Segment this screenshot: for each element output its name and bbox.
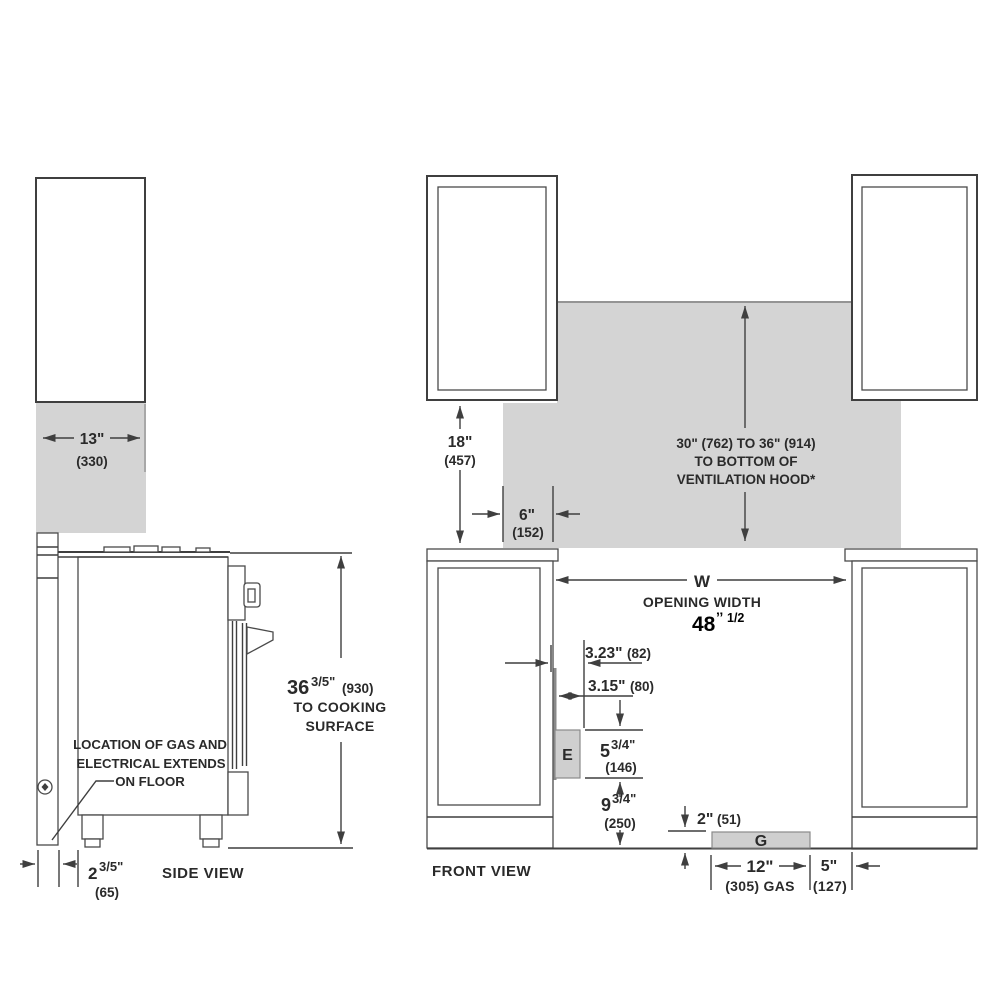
side-wall-cabinet <box>36 178 145 402</box>
opening-width-quotes: ’’ <box>716 609 724 625</box>
note-line-3: ON FLOOR <box>115 774 185 789</box>
dim-575-frac: 3/4" <box>611 737 636 752</box>
opening-width-frac: 1/2 <box>727 611 745 625</box>
side-view-label: SIDE VIEW <box>162 865 245 882</box>
upper-cabinet-right-panel <box>862 187 967 390</box>
dim-323-mm: (82) <box>627 646 652 661</box>
lower-cabinet-left <box>427 549 558 848</box>
dim-6-mm: (152) <box>512 525 544 540</box>
dim-575-value: 5 <box>600 741 611 761</box>
dim-13-value: 13" <box>79 431 105 448</box>
dim-575-mm: (146) <box>605 760 637 775</box>
dim-36-line3: SURFACE <box>305 718 375 734</box>
dim-18-mm: (457) <box>444 453 476 468</box>
upper-cabinet-left-panel <box>438 187 546 390</box>
dim-975-value: 9 <box>601 795 612 815</box>
dim-6-value: 6" <box>519 507 535 524</box>
range-side <box>58 546 273 847</box>
dim-12-value: 12" <box>746 857 774 876</box>
countertop-left <box>427 549 558 561</box>
dim-13-mm: (330) <box>76 454 108 469</box>
dim-12-mm: (305) GAS <box>725 878 795 894</box>
dim-18-value: 18" <box>447 434 473 451</box>
dim-975-mm: (250) <box>604 816 636 831</box>
dim-975-frac: 3/4" <box>612 791 637 806</box>
door-handle <box>247 627 273 654</box>
dim-36-mm: (930) <box>342 681 374 696</box>
dim-gas-offset <box>559 678 654 696</box>
range-leg-left <box>82 815 103 839</box>
dim-36-frac: 3/5" <box>311 674 336 689</box>
dim-electrical-box-height <box>585 700 643 797</box>
opening-width-value: 48 <box>692 613 716 636</box>
gas-box-label: G <box>754 833 768 850</box>
dim-hood-line3: VENTILATION HOOD* <box>676 472 816 487</box>
dim-electrical-floor-height <box>601 791 636 845</box>
range-foot-right <box>203 839 219 847</box>
burner-4 <box>196 548 210 552</box>
burner-2 <box>134 546 158 552</box>
front-backsplash-shade <box>503 302 901 548</box>
control-panel <box>228 566 245 620</box>
dim-65-frac: 3/5" <box>99 859 124 874</box>
countertop-right <box>845 549 977 561</box>
dim-5-value: 5" <box>820 858 838 875</box>
dim-5-mm: (127) <box>812 878 848 894</box>
control-knob-inner <box>248 589 255 602</box>
dim-rear-gap <box>20 850 123 900</box>
lower-cabinet-left-panel <box>438 568 540 805</box>
front-view-label: FRONT VIEW <box>432 863 532 880</box>
burner-3 <box>162 547 180 552</box>
dim-323-value: 3.23" <box>585 645 623 662</box>
dim-36-line2: TO COOKING <box>293 699 387 715</box>
rear-spacer <box>37 533 58 845</box>
dim-opening-width <box>556 572 846 636</box>
dim-hood-line2: TO BOTTOM OF <box>694 454 798 469</box>
drawer-front <box>228 772 248 815</box>
opening-width-label: OPENING WIDTH <box>642 594 762 610</box>
range-leg-right <box>200 815 222 839</box>
dim-315-mm: (80) <box>630 679 655 694</box>
rear-wall-column <box>37 533 58 845</box>
note-line-2: ELECTRICAL EXTENDS <box>76 756 226 771</box>
dim-315-value: 3.15" <box>588 678 626 695</box>
front-view <box>427 175 977 894</box>
burner-1 <box>104 547 130 552</box>
lower-cabinet-right <box>845 549 977 849</box>
lower-cabinet-right-panel <box>862 568 967 807</box>
dim-w-symbol: W <box>693 572 711 591</box>
note-line-1: LOCATION OF GAS AND <box>73 737 227 752</box>
range-foot-left <box>85 839 100 847</box>
dim-gas-width <box>711 852 880 894</box>
dim-65-mm: (65) <box>94 885 120 900</box>
dim-2-mm: (51) <box>717 812 742 827</box>
side-view <box>20 178 386 900</box>
electrical-box-label: E <box>562 747 573 764</box>
dim-hood-line1: 30" (762) TO 36" (914) <box>676 436 816 451</box>
dim-36-value: 36 <box>287 677 310 699</box>
dim-2-value: 2" <box>697 811 714 828</box>
dim-65-value: 2 <box>88 864 98 883</box>
dim-upper-cabinet-height <box>444 406 476 543</box>
